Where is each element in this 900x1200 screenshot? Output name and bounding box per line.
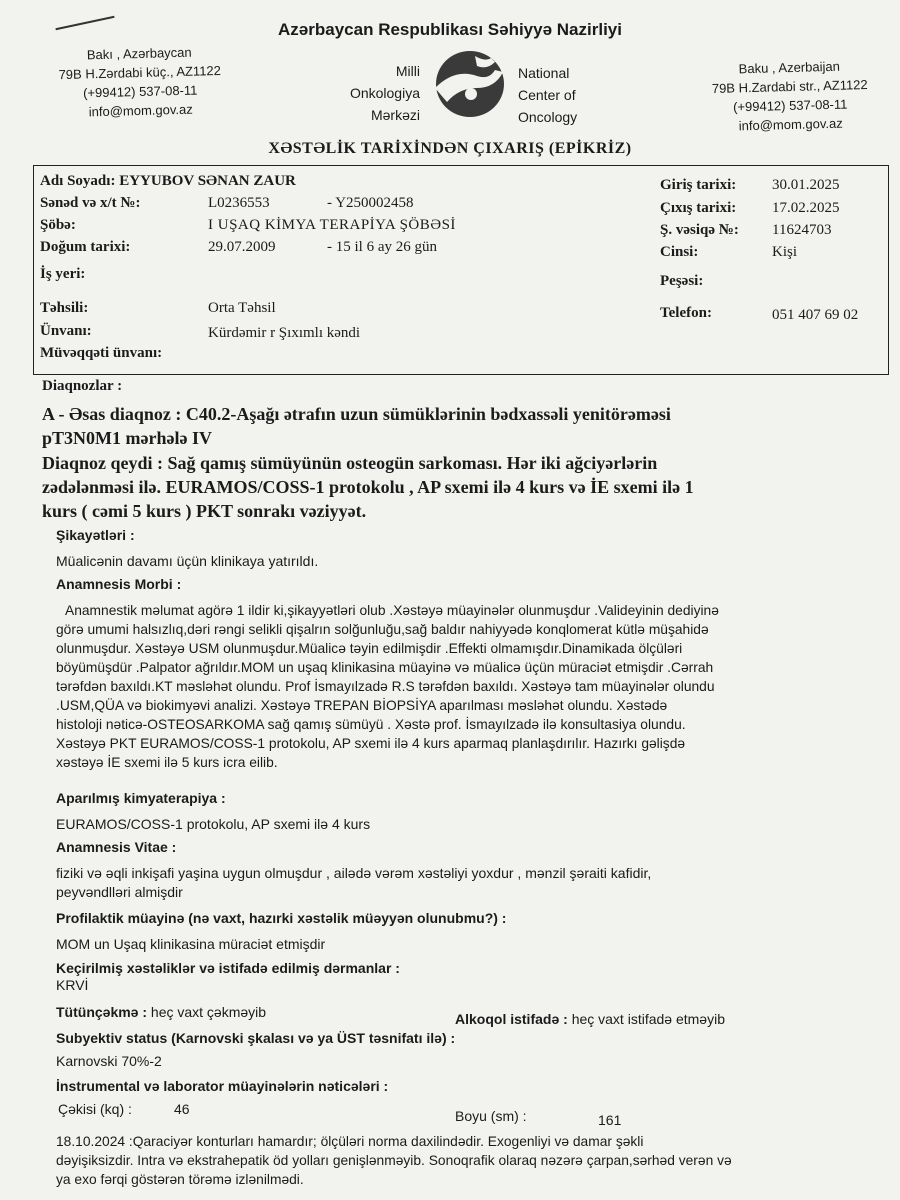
- instrumental-heading: İnstrumental və laborator müayinələrin nəticələri :: [56, 1078, 389, 1094]
- document-title: XƏSTƏLİK TARİXİNDƏN ÇIXARIŞ (EPİKRİZ): [268, 140, 632, 157]
- name-value: EYYUBOV SƏNAN ZAUR: [119, 173, 296, 189]
- dob-value: 29.07.2009: [208, 239, 276, 255]
- alcohol-label: Alkoqol istifadə :: [455, 1011, 568, 1027]
- subjective-text: Karnovski 70%-2: [56, 1053, 162, 1069]
- logo-text-en: [518, 62, 608, 128]
- main-diagnosis: [42, 402, 892, 450]
- logo-line: Center of: [518, 87, 576, 103]
- height-value: 161: [598, 1112, 622, 1128]
- doc-value-1: L0236553: [208, 195, 270, 211]
- work-label: İş yeri:: [40, 266, 86, 282]
- name-row: [40, 173, 296, 190]
- sex-label: Cinsi:: [660, 244, 699, 260]
- main-diagnosis-line: A - Əsas diaqnoz : C40.2-Aşağı ətrafın uzun sümüklərinin bədxassəli yenitörəməsi: [42, 404, 671, 424]
- morbi-line: tərəfdən baxıldı.KT məsləhət olundu. Prof İsmayılzadə R.S tərəfdən baxıldı. Xəstəyə tam müayinələr olundu: [56, 679, 715, 694]
- discharge-value: 17.02.2025: [772, 200, 840, 216]
- usg-line: 18.10.2024 :Qaraciyər konturları hamardır; ölçüləri norma daxilindədir. Exogenliyi və damar şəkli: [56, 1134, 644, 1149]
- usg-line: dəyişiksizdir. Intra və ekstrahepatik öd yolları genişlənməyib. Sonoqrafik olaraq nəzərə çarpan,sərhəd verən və: [56, 1153, 732, 1168]
- address-line: Baku , Azerbaijan: [738, 58, 841, 77]
- admit-label: Giriş tarixi:: [660, 177, 737, 193]
- logo-line: Onkologiya: [349, 85, 420, 101]
- logo-line: Mərkəzi: [370, 107, 420, 123]
- morbi-line: xəstəyə İE sxemi ilə 5 kurs icra eilib.: [56, 755, 278, 770]
- hands-holding-globe-icon: [425, 48, 515, 120]
- past-illness-text: KRVİ: [56, 977, 89, 993]
- discharge-label: Çıxış tarixi:: [660, 200, 737, 216]
- morbi-text: [56, 601, 896, 772]
- morbi-line: Xəstəyə PKT EURAMOS/COSS-1 protokolu, AP sxemi ilə 4 kurs aparmaq planlaşdırılır. Hazırkı gəlişdə: [56, 736, 686, 751]
- logo-line: Oncology: [518, 109, 578, 125]
- complaints-heading: Şikayətləri :: [56, 527, 135, 543]
- temp-addr-label: Müvəqqəti ünvanı:: [40, 345, 163, 361]
- logo-text-az: [340, 60, 420, 126]
- address-line: (+99412) 537-08-11: [82, 82, 198, 101]
- dept-label: Şöbə:: [40, 217, 76, 233]
- usg-line: ya exo fərqi göstərən törəmə izlənilmədi.: [56, 1172, 304, 1187]
- diagnosis-note-line: zədələnməsi ilə. EURAMOS/COSS-1 protokolu , AP sxemi ilə 4 kurs və İE sxemi ilə 1: [42, 477, 694, 497]
- job-label: Peşəsi:: [660, 273, 704, 289]
- morbi-line: Anamnestik məlumat agörə 1 ildir ki,şikayyətləri olub .Xəstəyə müayinələr olunmuşdur .Valideyinin dediyinə: [65, 603, 719, 618]
- alcohol-row: [455, 1010, 725, 1029]
- logo-line: National: [518, 65, 570, 81]
- doc-label: Sənəd və x/t №:: [40, 195, 141, 211]
- alcohol-value: heç vaxt istifadə etməyib: [571, 1011, 725, 1027]
- past-illness-heading: Keçirilmiş xəstəliklər və istifadə edilmiş dərmanlar :: [56, 960, 400, 976]
- diagnosis-note-line: Diaqnoz qeydi : Sağ qamış sümüyünün osteogün sarkoması. Hər iki ağciyərlərin: [42, 453, 658, 473]
- admit-value: 30.01.2025: [772, 177, 840, 193]
- diagnoses-label: Diaqnozlar :: [42, 378, 123, 394]
- morbi-line: böyümüşdür .Palpator ağrıldır.MOM un uşaq klinikasina müayinə və müalicə üçün müraciət etmişdir .Cərrah: [56, 660, 714, 675]
- morbi-line: olunmuşdur. Xəstəyə USM olunmuşdur.Müalicə təyin edilmişdir .Effekti olmamışdır.Dinamikada ölçüləri: [56, 641, 683, 656]
- morbi-line: .USM,QÜA və biokimyəvi analizi. Xəstəyə TREPAN BİOPSİYA aparılması məsləhət olundu. Xəstədə: [56, 698, 668, 713]
- address-line: info@mom.gov.az: [738, 115, 843, 134]
- sex-value: Kişi: [772, 244, 798, 260]
- address-az: [39, 41, 241, 122]
- chemo-heading: Aparılmış kimyaterapiya :: [56, 790, 226, 806]
- diagnosis-note: [42, 451, 892, 523]
- morbi-line: histoloji nəticə-OSTEOSARKOMA sağ qamış sümüyü . Xəstə prof. İsmayılzadə ilə konsultasiya olundu.: [56, 717, 686, 732]
- weight-label: Çəkisi (kq) :: [58, 1101, 132, 1117]
- smoking-value: heç vaxt çəkməyib: [150, 1004, 267, 1020]
- main-diagnosis-line: pT3N0M1 mərhələ IV: [42, 428, 212, 448]
- dob-label: Doğum tarixi:: [40, 239, 131, 255]
- diagnosis-note-line: kurs ( cəmi 5 kurs ) PKT sonrakı vəziyyət.: [42, 501, 367, 521]
- address-line: (+99412) 537-08-11: [732, 96, 848, 115]
- height-label: Boyu (sm) :: [455, 1108, 527, 1124]
- dept-value: I UŞAQ KİMYA TERAPİYA ŞÖBƏSİ: [208, 217, 456, 233]
- smoking-label: Tütünçəkmə :: [56, 1004, 148, 1020]
- logo-line: Milli: [395, 63, 420, 79]
- vitae-heading: Anamnesis Vitae :: [56, 839, 177, 855]
- addr-label: Ünvanı:: [40, 323, 92, 339]
- phone-label: Telefon:: [660, 305, 712, 321]
- edu-label: Təhsili:: [40, 300, 89, 316]
- address-line: info@mom.gov.az: [88, 101, 193, 120]
- chemo-text: EURAMOS/COSS-1 protokolu, AP sxemi ilə 4 kurs: [56, 816, 371, 832]
- morbi-line: görə umumi halsızlıq,dəri rəngi selikli qişalrın solğunluğu,sağ baldır nahiyyədə konqlomerat kütlə müşahidə: [56, 622, 709, 637]
- cert-value: 11624703: [772, 222, 832, 238]
- age-value: - 15 il 6 ay 26 gün: [327, 239, 437, 255]
- vitae-text: [56, 864, 896, 902]
- weight-value: 46: [174, 1101, 190, 1117]
- prophylactic-text: MOM un Uşaq klinikasina müraciət etmişdir: [56, 936, 326, 952]
- morbi-heading: Anamnesis Morbi :: [56, 576, 182, 592]
- usg-text: [56, 1132, 896, 1189]
- patient-info-box: [33, 165, 889, 375]
- subjective-heading: Subyektiv status (Karnovski şkalası və ya ÜST təsnifatı ilə) :: [56, 1030, 456, 1046]
- address-line: 79B H.Zardabi str., AZ1122: [711, 76, 868, 97]
- phone-value: 051 407 69 02: [772, 307, 859, 323]
- ministry-title: Azərbaycan Respublikası Səhiyyə Nazirliyi: [278, 20, 622, 39]
- vitae-line: fiziki və əqli inkişafi yaşina uygun olmuşdur , ailədə vərəm xəstəliyi yoxdur , mənzil şəraiti kafidir,: [56, 865, 652, 881]
- address-line: 79B H.Zərdabi küç., AZ1122: [58, 62, 222, 83]
- address-en: [689, 55, 891, 136]
- edu-value: Orta Təhsil: [208, 300, 276, 316]
- cert-label: Ş. vəsiqə №:: [660, 222, 739, 238]
- smoking-row: [56, 1003, 266, 1022]
- doc-value-2: - Y250002458: [327, 195, 414, 211]
- prophylactic-heading: Profilaktik müayinə (nə vaxt, hazırki xəstəlik müəyyən olunubmu?) :: [56, 910, 507, 926]
- vitae-line: peyvəndlləri almişdir: [56, 884, 183, 900]
- name-label: Adı Soyadı:: [40, 173, 116, 189]
- addr-value: Kürdəmir r Şıxımlı kəndi: [208, 325, 361, 341]
- address-line: Bakı , Azərbaycan: [86, 44, 192, 63]
- complaints-text: Müalicənin davamı üçün klinikaya yatırıldı.: [56, 553, 319, 569]
